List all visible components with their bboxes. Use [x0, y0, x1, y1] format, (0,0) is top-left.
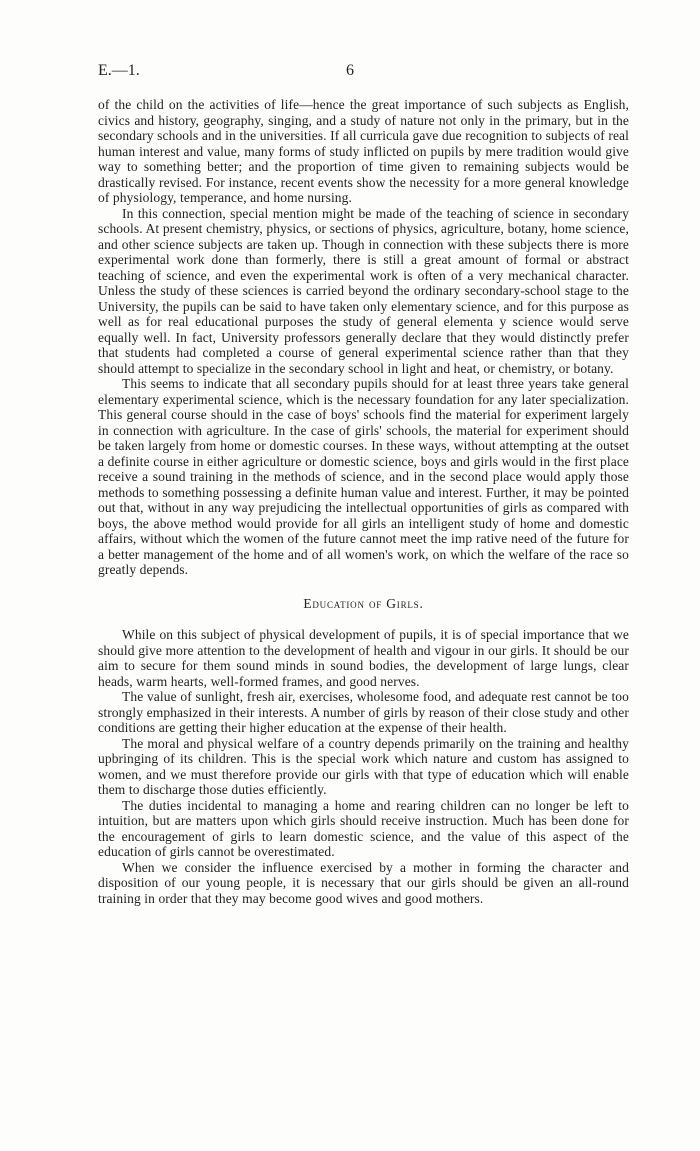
- page-number: 6: [346, 62, 354, 79]
- paragraph: In this connection, special mention might be made of the teaching of science in secondary schools. At present chemistry, physics, or sections of physics, agriculture, botany, home science, and other science subjects are taken up. Though in connection with these subjects there is more experimental work done than formerly, there is still a great amount of formal or abstract teaching of science, and even the experimental work is often of a very mechanical character. Unless the study of these sciences is carried beyond the ordinary secondary-school stage to the University, the pupils can be said to have taken only elementary science, and for this purpose as well as for real educational purposes the study of general elementa y science would serve equally well. In fact, University professors generally declare that they would distinctly prefer that students had completed a course of general experimental science rather than that they should attempt to specialize in the secondary school in light and heat, or chemistry, or botany.: [98, 205, 629, 376]
- paragraph: The value of sunlight, fresh air, exercises, wholesome food, and adequate rest cannot be too strongly emphasized in their interests. A number of girls by reason of their close study and other conditions are getting their higher education at the expense of their health.: [98, 689, 629, 735]
- paragraph: While on this subject of physical development of pupils, it is of special importance that we should give more attention to the development of health and vigour in our girls. It should be our aim to secure for them sound minds in sound bodies, the development of large lungs, clear heads, warm hearts, well-formed frames, and good nerves.: [98, 627, 629, 689]
- section-heading: Education of Girls.: [303, 595, 424, 611]
- paragraph: This seems to indicate that all secondary pupils should for at least three years take general elementary experimental science, which is the necessary foundation for any later specialization. This general course should in the case of boys' schools find the material for experiment largely in connection with agriculture. In the case of girls' schools, the material for experiment should be taken largely from home or domestic courses. In these ways, without attempting at the outset a definite course in either agriculture or domestic science, boys and girls would in the first place receive a sound training in the methods of science, and in the second place would apply those methods to something possessing a definite human value and interest. Further, it may be pointed out that, without in any way prejudicing the intellectual opportunities of girls as compared with boys, the above method would provide for all girls an intelligent study of home and domestic affairs, without which the women of the future cannot meet the imp rative need of the future for a better management of the home and of all women's work, on which the welfare of the race so greatly depends.: [98, 376, 629, 577]
- paragraph: The duties incidental to managing a home and rearing children can no longer be left to intuition, but are matters upon which girls should receive instruction. Much has been done for the encouragement of girls to learn domestic science, and the value of this aspect of the education of girls cannot be overestimated.: [98, 797, 629, 859]
- paragraph: of the child on the activities of life—hence the great importance of such subjects as English, civics and history, geography, singing, and a study of nature not only in the primary, but in the secondary schools and in the universities. If all curricula gave due recognition to subjects of real human interest and value, many forms of study inflicted on pupils by mere tradition would give way to something better; and the proportion of time given to remaining subjects would be drastically revised. For instance, recent events show the necessity for a more general knowledge of physiology, temperance, and home nursing.: [98, 97, 629, 205]
- page-header: [98, 62, 628, 84]
- document-reference: E.—1.: [98, 62, 140, 79]
- paragraph: When we consider the influence exercised by a mother in forming the character and disposition of our young people, it is necessary that our girls should be given an all-round training in order that they may become good wives and good mothers.: [98, 859, 629, 906]
- body-text: [98, 97, 629, 906]
- paragraph: The moral and physical welfare of a country depends primarily on the training and healthy upbringing of its children. This is the special work which nature and custom has assigned to women, and we must therefore provide our girls with that type of education which will enable them to discharge those duties efficiently.: [98, 735, 629, 797]
